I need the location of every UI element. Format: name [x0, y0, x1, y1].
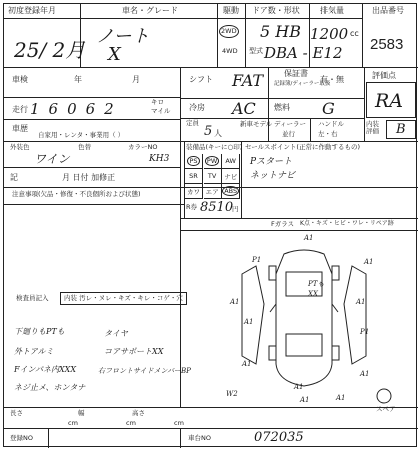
- rule: [180, 428, 181, 448]
- grade-value: X: [108, 44, 121, 65]
- door-label: ドア数・形状: [252, 6, 300, 15]
- fuel-label: 燃料: [274, 103, 290, 112]
- recycle-label: R券: [186, 203, 198, 211]
- damage-mark: A1: [304, 234, 314, 242]
- mirror-lines: [270, 304, 338, 312]
- shift-label: シフト: [189, 75, 213, 84]
- equipment-item: SR: [185, 169, 203, 184]
- spare-tire-icon: [377, 389, 391, 403]
- usage-label: 車歴: [12, 124, 28, 133]
- height-label: 高さ: [132, 409, 145, 417]
- capacity-label: 定員: [186, 119, 199, 127]
- displacement-unit: cc: [350, 29, 359, 38]
- car-name-value: ノート: [96, 26, 150, 47]
- dealer-label: ディーラー: [274, 120, 306, 128]
- remark-6: 右フロントサイドメンバーBP: [98, 367, 191, 375]
- dealer-sub: 並行: [282, 130, 295, 138]
- drive-label: 駆動: [223, 6, 239, 15]
- damage-mark: A1: [294, 383, 304, 391]
- spare-label: スペア: [376, 405, 396, 413]
- inspector-label: 検査員記入: [16, 294, 49, 302]
- damage-mark: P1: [360, 328, 370, 336]
- inspection-year-label: 年: [74, 75, 82, 84]
- damage-mark: A1: [300, 396, 310, 404]
- interior-value: B: [396, 122, 406, 137]
- lot-label: 出品番号: [372, 6, 404, 15]
- car-right-side: [344, 266, 366, 364]
- damage-mark: A1: [230, 298, 240, 306]
- remark-1: 下廻りもPTも: [14, 327, 65, 336]
- remarks-label: 注意事項(欠品・修復・不良個所および状態): [12, 190, 141, 198]
- damage-mark: PTも: [308, 280, 325, 288]
- usage-options: 自家用・レンタ・事業用（ ）: [38, 131, 125, 139]
- interior-label: 内装評価: [366, 120, 379, 136]
- equipment-item: ナビ: [222, 169, 240, 184]
- auction-sheet: [3, 3, 417, 447]
- sales-point-1: Pスタート: [250, 157, 293, 167]
- sales-point-2: ネットナビ: [250, 171, 296, 181]
- remark-7: ネジ止メ、ホンタナ: [14, 383, 86, 392]
- equipment-item: TV: [204, 169, 222, 184]
- car-diagram: [4, 4, 418, 448]
- damage-mark: A1: [336, 394, 346, 402]
- reg-no-label: 登録NO: [10, 434, 33, 442]
- recycle-value: 8510: [200, 200, 234, 215]
- damage-legend: K点・キズ・ヒビ・ワレ・リペア跡: [300, 220, 394, 227]
- inspection-month-label: 月: [132, 75, 140, 84]
- damage-mark: A1: [356, 298, 366, 306]
- model-year-label: 新車モデル: [240, 120, 273, 128]
- remark-2: タイヤ: [104, 329, 128, 338]
- ledger-label: 記: [10, 173, 18, 182]
- width-unit: cm: [126, 419, 136, 427]
- drive-2wd-selected: 2WD: [219, 25, 239, 38]
- displacement-value: 1200: [310, 25, 349, 43]
- shift-value: FAT: [232, 71, 264, 90]
- mileage-label: 走行: [12, 105, 28, 114]
- mileage-unit-km: キロ: [151, 98, 164, 106]
- equipment-item: カワ: [185, 184, 203, 199]
- warranty-label: 保証書: [284, 69, 308, 78]
- height-unit: cm: [174, 419, 184, 427]
- length-unit: cm: [68, 419, 78, 427]
- equipment-label: 装備品(キーに○印): [186, 143, 243, 151]
- ledger-items: 月 日付 加修正: [62, 173, 116, 182]
- capacity-unit: 人: [214, 129, 222, 138]
- equipment-item: PS: [185, 154, 203, 169]
- exterior-color-label: 外装色: [10, 143, 30, 151]
- original-color-label: 色替: [78, 143, 91, 151]
- inspection-label: 車検: [12, 75, 28, 84]
- equipment-item: AW: [222, 154, 240, 169]
- capacity-value: 5: [204, 124, 213, 139]
- score-label: 評価点: [372, 71, 396, 80]
- warranty-sub: 記録簿/ディーラー取扱: [274, 81, 331, 87]
- remark-4: コアサポートXX: [104, 347, 164, 356]
- chassis-value: 072035: [254, 430, 304, 445]
- car-body-outline: [276, 250, 332, 386]
- equipment-item: エア: [204, 184, 222, 199]
- handle-label: ハンドル: [318, 120, 344, 128]
- score-value: RA: [375, 90, 404, 112]
- drive-4wd: 4WD: [222, 47, 238, 55]
- car-rear-window: [286, 334, 322, 356]
- model-label: 型式: [249, 47, 263, 55]
- warranty-value: 有・無: [320, 75, 344, 84]
- color-no-value: KH3: [149, 154, 170, 164]
- car-name-label: 車名・グレード: [122, 6, 178, 15]
- damage-mark: A1: [242, 360, 252, 368]
- first-reg-value: 25/ 2月: [14, 38, 86, 62]
- ac-value: AC: [232, 99, 256, 118]
- damage-mark: A1: [244, 318, 254, 326]
- fuel-value: G: [322, 99, 335, 118]
- mileage-unit-mile: マイル: [151, 107, 171, 115]
- damage-mark: A1: [364, 258, 374, 266]
- damage-mark: W2: [226, 390, 238, 398]
- width-label: 幅: [78, 409, 85, 417]
- equipment-item: PW: [204, 154, 222, 169]
- door-value: 5 HB: [260, 22, 301, 41]
- chassis-label: 車台NO: [188, 434, 211, 442]
- wheel-front-left: [269, 266, 276, 280]
- equipment-item: ABS: [222, 184, 240, 199]
- sales-point-label: セールスポイント(正常に作動するもの): [245, 143, 360, 151]
- first-reg-label: 初度登録年月: [8, 6, 56, 15]
- damage-mark: P1: [252, 256, 262, 264]
- car-left-side: [242, 266, 264, 364]
- rule: [48, 428, 49, 448]
- length-label: 長さ: [10, 409, 23, 417]
- wheel-rear-right: [332, 346, 339, 360]
- displacement-label: 排気量: [320, 6, 344, 15]
- exterior-color-value: ワイン: [34, 152, 70, 166]
- color-no-label: カラーNO: [128, 143, 158, 151]
- wheel-front-right: [332, 266, 339, 280]
- wheel-rear-left: [269, 346, 276, 360]
- damage-mark: XX: [308, 290, 318, 298]
- remark-5: Fインパネ内XXX: [14, 365, 77, 374]
- lot-number: 2583: [370, 36, 404, 53]
- remark-3: 外トアルミ: [14, 347, 54, 356]
- ac-label: 冷房: [189, 103, 205, 112]
- recycle-unit: 円: [232, 205, 239, 213]
- inspector-options: 内装 汚レ・ヌレ・キズ・キレ・コゲ・穴: [60, 292, 187, 305]
- mileage-value: 16062: [30, 100, 123, 118]
- handle-value: 左・右: [318, 130, 338, 138]
- glass-label: Fガラス: [271, 220, 295, 228]
- damage-mark: A1: [360, 370, 370, 378]
- model-value: DBA - E12: [264, 44, 343, 62]
